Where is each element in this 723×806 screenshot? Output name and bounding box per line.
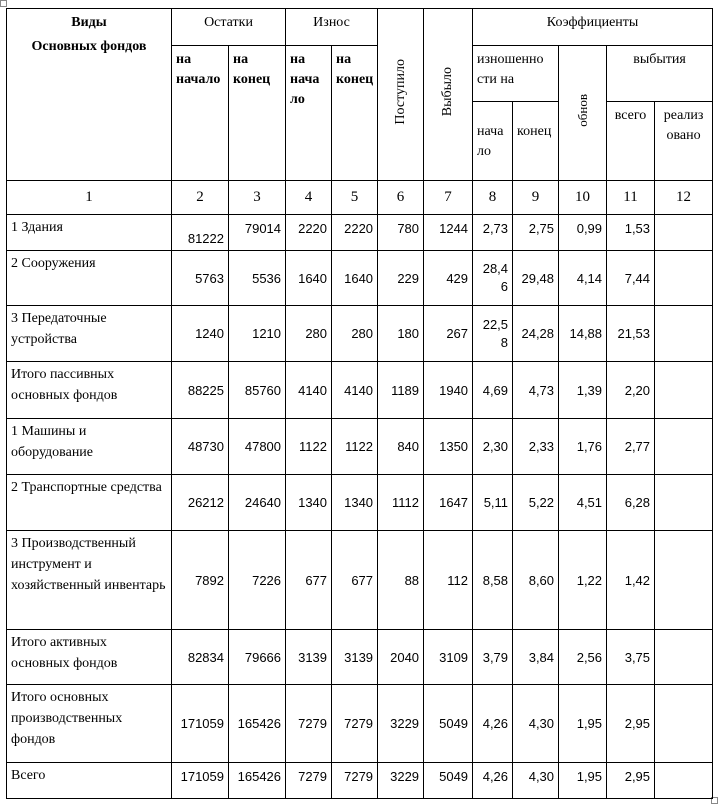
cell: 2,77 xyxy=(607,419,655,475)
cell: 5049 xyxy=(424,763,473,799)
cell: 2040 xyxy=(378,630,424,685)
row-name: 2 Сооружения xyxy=(7,251,172,306)
cell: 171059 xyxy=(172,685,229,763)
cell: 7,44 xyxy=(607,251,655,306)
cell: 1640 xyxy=(286,251,332,306)
cell: 229 xyxy=(378,251,424,306)
cell: 3,79 xyxy=(473,630,513,685)
table-row xyxy=(7,419,713,475)
cell: 1189 xyxy=(378,362,424,419)
column-number: 12 xyxy=(655,181,713,215)
cell: 280 xyxy=(286,306,332,362)
column-number: 2 xyxy=(172,181,229,215)
cell: 48730 xyxy=(172,419,229,475)
column-number: 4 xyxy=(286,181,332,215)
table-move-handle[interactable] xyxy=(0,0,7,7)
cell: 112 xyxy=(424,531,473,630)
cell: 4,26 xyxy=(473,685,513,763)
cell: 2,20 xyxy=(607,362,655,419)
cell: 1,95 xyxy=(559,685,607,763)
cell: 3,75 xyxy=(607,630,655,685)
cell: 1940 xyxy=(424,362,473,419)
cell: 780 xyxy=(378,215,424,251)
cell: 2,95 xyxy=(607,763,655,799)
cell xyxy=(655,475,713,531)
cell: 5763 xyxy=(172,251,229,306)
cell: 24,28 xyxy=(513,306,559,362)
cell: 8,58 xyxy=(473,531,513,630)
retired-header xyxy=(424,9,473,181)
cell: 14,88 xyxy=(559,306,607,362)
cell: 3229 xyxy=(378,685,424,763)
cell: 1350 xyxy=(424,419,473,475)
cell xyxy=(655,306,713,362)
cell: 2,33 xyxy=(513,419,559,475)
table-row xyxy=(7,685,713,763)
row-name: Всего xyxy=(7,763,172,799)
cell: 4140 xyxy=(286,362,332,419)
cell xyxy=(655,362,713,419)
table-row xyxy=(7,215,713,251)
cell: 3229 xyxy=(378,763,424,799)
wearness-end-header: конец xyxy=(513,102,559,181)
cell xyxy=(655,630,713,685)
cell: 85760 xyxy=(229,362,286,419)
cell: 267 xyxy=(424,306,473,362)
cell: 24640 xyxy=(229,475,286,531)
table-row xyxy=(7,531,713,630)
cell: 3139 xyxy=(332,630,378,685)
types-header-line1: Виды xyxy=(71,15,107,30)
cell: 4,14 xyxy=(559,251,607,306)
coefficients-header: Коэффициенты xyxy=(473,9,713,46)
cell: 4,26 xyxy=(473,763,513,799)
column-number: 10 xyxy=(559,181,607,215)
cell: 5,22 xyxy=(513,475,559,531)
cell: 1210 xyxy=(229,306,286,362)
cell: 171059 xyxy=(172,763,229,799)
column-numbers-row xyxy=(7,181,713,215)
column-number: 11 xyxy=(607,181,655,215)
cell: 88 xyxy=(378,531,424,630)
cell: 3139 xyxy=(286,630,332,685)
cell xyxy=(655,251,713,306)
column-number: 7 xyxy=(424,181,473,215)
column-number: 6 xyxy=(378,181,424,215)
cell: 5,11 xyxy=(473,475,513,531)
cell: 22,5 8 xyxy=(473,306,513,362)
received-header-label: Поступило xyxy=(392,59,408,125)
cell: 1,95 xyxy=(559,763,607,799)
cell: 0,99 xyxy=(559,215,607,251)
cell: 5049 xyxy=(424,685,473,763)
table-row xyxy=(7,251,713,306)
cell: 5536 xyxy=(229,251,286,306)
row-name: Итого активных основных фондов xyxy=(7,630,172,685)
cell: 47800 xyxy=(229,419,286,475)
row-name: 3 Передаточные устройства xyxy=(7,306,172,362)
cell: 2,56 xyxy=(559,630,607,685)
wear-header: Износ xyxy=(286,9,378,46)
cell: 29,48 xyxy=(513,251,559,306)
fixed-assets-table xyxy=(6,8,713,799)
retired-header-label: Выбыло xyxy=(440,67,456,117)
renewal-header xyxy=(559,46,607,181)
cell: 82834 xyxy=(172,630,229,685)
cell: 7279 xyxy=(286,685,332,763)
column-number: 1 xyxy=(7,181,172,215)
cell: 88225 xyxy=(172,362,229,419)
cell: 3,84 xyxy=(513,630,559,685)
cell: 1,42 xyxy=(607,531,655,630)
column-number: 5 xyxy=(332,181,378,215)
cell: 1122 xyxy=(332,419,378,475)
cell: 4,69 xyxy=(473,362,513,419)
cell: 2,75 xyxy=(513,215,559,251)
cell: 4,73 xyxy=(513,362,559,419)
row-name: 3 Производственный инструмент и хозяйственный инвентарь xyxy=(7,531,172,630)
cell xyxy=(655,531,713,630)
remains-start-header: на начало xyxy=(172,46,229,181)
cell: 1,39 xyxy=(559,362,607,419)
cell: 1112 xyxy=(378,475,424,531)
cell: 1647 xyxy=(424,475,473,531)
retire-realized-header: реализ овано xyxy=(655,102,713,181)
table-row xyxy=(7,630,713,685)
cell: 7279 xyxy=(286,763,332,799)
cell: 1340 xyxy=(332,475,378,531)
cell: 79014 xyxy=(229,215,286,251)
cell: 180 xyxy=(378,306,424,362)
row-name: 1 Машины и оборудование xyxy=(7,419,172,475)
cell xyxy=(655,685,713,763)
cell: 79666 xyxy=(229,630,286,685)
header-row-1 xyxy=(7,9,713,46)
cell: 4,30 xyxy=(513,685,559,763)
remains-header: Остатки xyxy=(172,9,286,46)
cell: 6,28 xyxy=(607,475,655,531)
wearness-at-header: изношенно сти на xyxy=(473,46,559,102)
cell: 840 xyxy=(378,419,424,475)
cell: 1340 xyxy=(286,475,332,531)
types-header xyxy=(7,9,172,181)
wearness-start-header: нача ло xyxy=(473,102,513,181)
table-row xyxy=(7,475,713,531)
column-number: 8 xyxy=(473,181,513,215)
cell: 8,60 xyxy=(513,531,559,630)
row-name: 1 Здания xyxy=(7,215,172,251)
row-name: Итого основных производственных фондов xyxy=(7,685,172,763)
cell: 165426 xyxy=(229,763,286,799)
table-row xyxy=(7,763,713,799)
cell: 26212 xyxy=(172,475,229,531)
cell: 1,76 xyxy=(559,419,607,475)
table-row xyxy=(7,306,713,362)
cell xyxy=(655,215,713,251)
cell: 7279 xyxy=(332,763,378,799)
cell: 2220 xyxy=(286,215,332,251)
column-number: 3 xyxy=(229,181,286,215)
cell xyxy=(655,763,713,799)
row-name: 2 Транспортные средства xyxy=(7,475,172,531)
cell: 165426 xyxy=(229,685,286,763)
cell: 21,53 xyxy=(607,306,655,362)
cell: 4,30 xyxy=(513,763,559,799)
cell: 4,51 xyxy=(559,475,607,531)
cell: 1640 xyxy=(332,251,378,306)
received-header xyxy=(378,9,424,181)
cell: 1244 xyxy=(424,215,473,251)
cell: 677 xyxy=(332,531,378,630)
table-row xyxy=(7,362,713,419)
cell: 7226 xyxy=(229,531,286,630)
cell: 1240 xyxy=(172,306,229,362)
cell: 28,4 6 xyxy=(473,251,513,306)
row-name: Итого пассивных основных фондов xyxy=(7,362,172,419)
cell: 2,73 xyxy=(473,215,513,251)
cell: 7892 xyxy=(172,531,229,630)
cell: 2220 xyxy=(332,215,378,251)
cell: 7279 xyxy=(332,685,378,763)
column-number: 9 xyxy=(513,181,559,215)
cell: 3109 xyxy=(424,630,473,685)
cell: 280 xyxy=(332,306,378,362)
cell: 1122 xyxy=(286,419,332,475)
cell: 1,53 xyxy=(607,215,655,251)
cell xyxy=(655,419,713,475)
cell: 2,95 xyxy=(607,685,655,763)
remains-end-header: на конец xyxy=(229,46,286,181)
cell: 1,22 xyxy=(559,531,607,630)
wear-end-header: на конец xyxy=(332,46,378,181)
renewal-header-label: обнов xyxy=(574,94,590,127)
cell: 81222 xyxy=(172,215,229,251)
cell: 677 xyxy=(286,531,332,630)
types-header-line2: Основных фондов xyxy=(31,39,147,54)
retirement-header: выбытия xyxy=(607,46,713,102)
cell: 429 xyxy=(424,251,473,306)
wear-start-header: на нача ло xyxy=(286,46,332,181)
cell: 2,30 xyxy=(473,419,513,475)
cell: 4140 xyxy=(332,362,378,419)
retire-total-header: всего xyxy=(607,102,655,181)
